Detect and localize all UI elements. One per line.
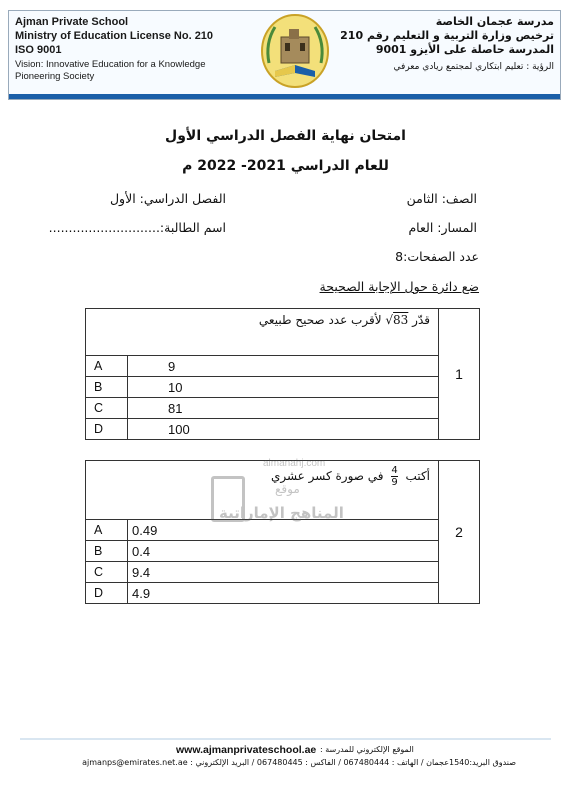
option-value[interactable]: 10 xyxy=(128,377,439,398)
option-letter[interactable]: B xyxy=(86,541,128,562)
iso-ar: المدرسة حاصلة على الأيزو 9001 xyxy=(375,43,554,56)
semester-label: الفصل الدراسي: الأول xyxy=(109,191,226,206)
option-row[interactable] xyxy=(86,398,480,419)
footer-website[interactable]: www.ajmanprivateschool.ae xyxy=(176,744,317,756)
iso-en: ISO 9001 xyxy=(15,44,62,56)
option-value[interactable]: 0.49 xyxy=(128,520,439,541)
option-letter[interactable]: D xyxy=(86,583,128,604)
watermark-line1: almanahj.com xyxy=(263,458,326,469)
q1-radicand: 83 xyxy=(393,313,409,327)
school-logo-icon xyxy=(259,13,331,93)
option-value[interactable]: 9.4 xyxy=(128,562,439,583)
option-value[interactable]: 100 xyxy=(128,419,439,440)
student-name-field[interactable]: اسم الطالبة:............................ xyxy=(48,220,226,235)
letterhead-arabic xyxy=(334,15,554,74)
option-value[interactable]: 4.9 xyxy=(128,583,439,604)
license-en: Ministry of Education License No. 210 xyxy=(15,30,214,42)
footer-divider xyxy=(20,738,551,740)
option-row[interactable] xyxy=(86,541,480,562)
option-value[interactable]: 0.4 xyxy=(128,541,439,562)
watermark xyxy=(205,458,345,532)
question-2-number: 2 xyxy=(439,461,480,604)
watermark-line3: المناهج الإماراتية xyxy=(219,504,344,522)
option-row[interactable] xyxy=(86,419,480,440)
option-value[interactable]: 81 xyxy=(128,398,439,419)
option-row[interactable] xyxy=(86,377,480,398)
option-letter[interactable]: C xyxy=(86,562,128,583)
exam-year: للعام الدراسي 2021- 2022 م xyxy=(182,158,389,174)
question-1-text xyxy=(86,309,439,356)
option-letter[interactable]: B xyxy=(86,377,128,398)
q2-fraction-denominator: 9 xyxy=(391,477,398,488)
track-label: المسار: العام xyxy=(408,220,477,235)
vision-ar: الرؤية : تعليم ابتكاري لمجتمع ريادي معرفي xyxy=(393,62,554,72)
q2-text-after: في صورة كسر عشري xyxy=(270,469,384,483)
pages-count: عدد الصفحات:8 xyxy=(395,249,479,264)
watermark-line2: موقع xyxy=(275,482,300,496)
footer-contact: صندوق البريد:1540عجمان / الهاتف : 067480444 / الفاكس : 067480445 / البريد الإلكتروني : ajmanps@emirates.net.ae xyxy=(82,758,516,767)
question-1-number: 1 xyxy=(439,309,480,440)
option-row[interactable] xyxy=(86,562,480,583)
license-ar: ترخيص وزارة التربية و التعليم رقم 210 xyxy=(340,29,554,42)
school-name-en: Ajman Private School xyxy=(15,16,129,28)
footer-website-label: الموقع الإلكتروني للمدرسة : xyxy=(320,745,414,754)
option-row[interactable] xyxy=(86,356,480,377)
q2-fraction-numerator: 4 xyxy=(391,465,398,476)
grade-label: الصف: الثامن xyxy=(406,191,477,206)
letterhead xyxy=(8,10,561,100)
school-name-ar: مدرسة عجمان الخاصة xyxy=(435,15,554,28)
q1-sqrt-expression: √83 xyxy=(385,313,409,327)
exam-title: امتحان نهاية الفصل الدراسي الأول xyxy=(165,128,406,144)
letterhead-bar xyxy=(9,94,560,99)
instruction: ضع دائرة حول الإجابة الصحيحة xyxy=(319,279,479,294)
vision-en: Vision: Innovative Education for a Knowledge Pioneering Society xyxy=(15,59,206,82)
q2-text-before: أكتب xyxy=(405,469,430,483)
letterhead-english xyxy=(15,15,240,83)
option-row[interactable] xyxy=(86,583,480,604)
option-letter[interactable]: C xyxy=(86,398,128,419)
q1-text-before: قدّر xyxy=(412,313,430,327)
q1-text-after: لأقرب عدد صحيح طبيعي xyxy=(258,313,382,327)
q2-fraction xyxy=(391,465,397,488)
option-letter[interactable]: A xyxy=(86,356,128,377)
option-letter[interactable]: D xyxy=(86,419,128,440)
question-1-table xyxy=(85,308,480,440)
option-letter[interactable]: A xyxy=(86,520,128,541)
option-value[interactable]: 9 xyxy=(128,356,439,377)
